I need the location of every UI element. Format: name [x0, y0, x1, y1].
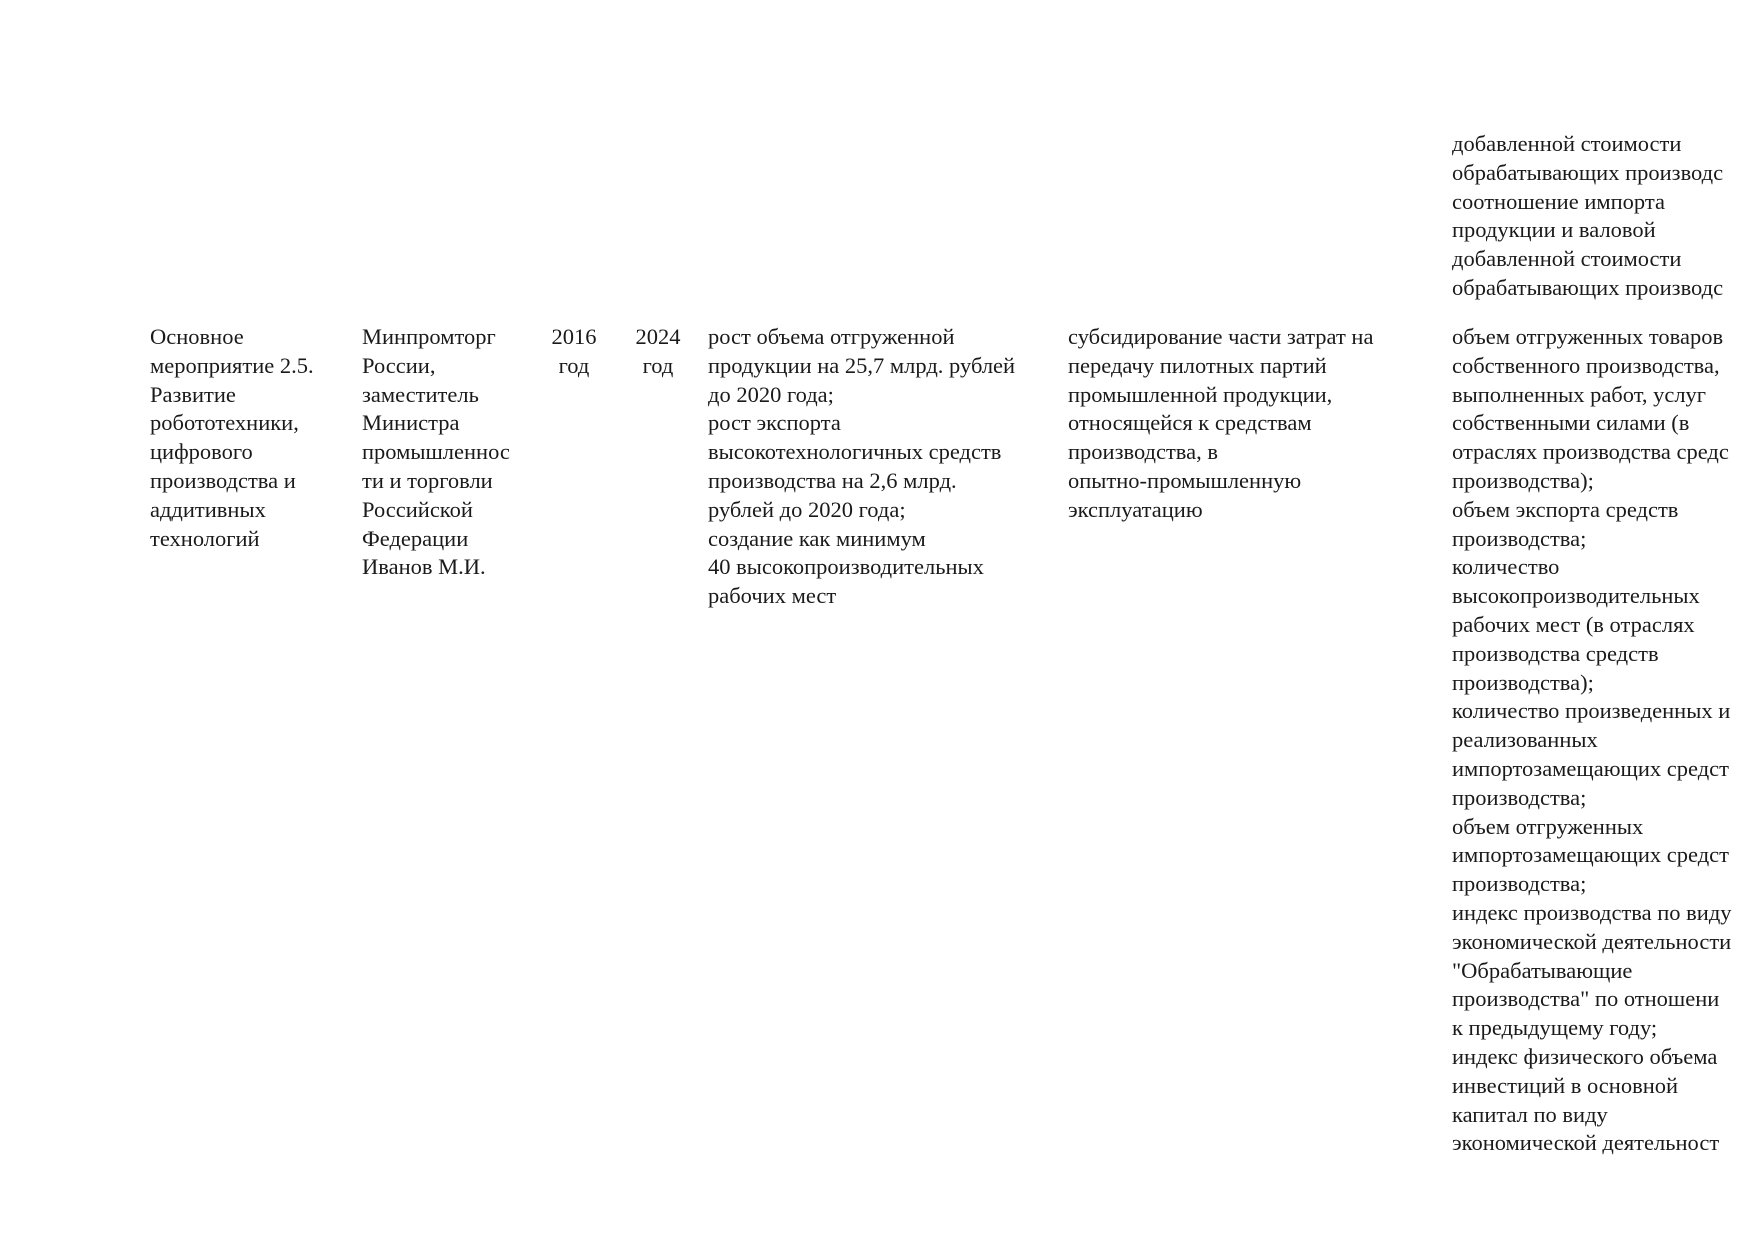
indicators-continuation-top	[1452, 130, 1723, 303]
text-line: 2016	[551, 324, 597, 349]
text-line: Минпромторг	[362, 324, 496, 349]
text-line: индекс физического объема	[1452, 1043, 1718, 1069]
text-line: производства;	[1452, 525, 1587, 551]
text-line: промышленнос	[362, 439, 510, 465]
text-line: мероприятие 2.5.	[150, 352, 314, 378]
text-line: импортозамещающих средст	[1452, 842, 1729, 868]
implementation-measures-cell	[1068, 323, 1373, 525]
responsible-executor-cell	[362, 323, 510, 582]
end-year-cell	[633, 323, 683, 381]
text-line: цифрового	[150, 439, 253, 465]
text-line: рабочих мест (в отраслях	[1452, 611, 1695, 637]
start-year-cell	[549, 323, 599, 381]
text-line: экономической деятельности	[1452, 928, 1732, 954]
text-line: высокопроизводительных	[1452, 583, 1700, 609]
text-line: объем отгруженных товаров	[1452, 324, 1724, 349]
text-line: аддитивных	[150, 496, 266, 522]
text-line: рост экспорта	[708, 410, 841, 436]
text-line: выполненных работ, услуг	[1452, 381, 1707, 407]
text-line: индекс производства по виду	[1452, 899, 1732, 925]
text-line: капитал по виду	[1452, 1101, 1608, 1127]
text-line: реализованных	[1452, 727, 1598, 753]
text-line: Российской	[362, 496, 473, 522]
text-line: Развитие	[150, 381, 236, 407]
expected-result-cell	[708, 323, 1015, 611]
text-line: заместитель	[362, 381, 479, 407]
text-line: производства;	[1452, 871, 1587, 897]
text-line: производства);	[1452, 467, 1594, 493]
text-line: Основное	[150, 324, 244, 349]
text-line: Министра	[362, 410, 460, 436]
text-line: производства на 2,6 млрд.	[708, 467, 957, 493]
text-line: объем экспорта средств	[1452, 496, 1679, 522]
text-line: 40 высокопроизводительных	[708, 554, 984, 580]
text-line: продукции и валовой	[1452, 217, 1656, 243]
text-line: соотношение импорта	[1452, 188, 1665, 214]
text-line: инвестиций в основной	[1452, 1072, 1679, 1098]
text-line: обрабатывающих производс	[1452, 274, 1724, 300]
text-line: производства средств	[1452, 640, 1659, 666]
text-line: ти и торговли	[362, 467, 493, 493]
text-line: технологий	[150, 525, 260, 551]
text-line: производства);	[1452, 669, 1594, 695]
text-line: собственного производства,	[1452, 352, 1720, 378]
text-line: экономической деятельност	[1452, 1130, 1720, 1156]
text-line: опытно-промышленную	[1068, 467, 1302, 493]
text-line: до 2020 года;	[708, 381, 834, 407]
text-line: рабочих мест	[708, 583, 837, 609]
text-line: промышленной продукции,	[1068, 381, 1333, 407]
text-line: производства" по отношени	[1452, 986, 1720, 1012]
text-line: Федерации	[362, 525, 469, 551]
text-line: "Обрабатывающие	[1452, 957, 1633, 983]
text-line: количество	[1452, 554, 1560, 580]
text-line: производства, в	[1068, 439, 1218, 465]
text-line: количество произведенных и	[1452, 698, 1731, 724]
text-line: передачу пилотных партий	[1068, 352, 1327, 378]
text-line: рублей до 2020 года;	[708, 496, 906, 522]
text-line: отраслях производства средс	[1452, 439, 1729, 465]
text-line: робототехники,	[150, 410, 299, 436]
text-line: 2024	[635, 324, 681, 349]
text-line: высокотехнологичных средств	[708, 439, 1002, 465]
text-line: обрабатывающих производс	[1452, 159, 1724, 185]
text-line: собственными силами (в	[1452, 410, 1690, 436]
text-line: России,	[362, 352, 436, 378]
text-line: Иванов М.И.	[362, 554, 486, 580]
text-line: продукции на 25,7 млрд. рублей	[708, 352, 1016, 378]
text-line: производства и	[150, 467, 296, 493]
text-line: импортозамещающих средст	[1452, 755, 1729, 781]
text-line: добавленной стоимости	[1452, 246, 1682, 272]
text-line: год	[642, 352, 674, 378]
text-line: добавленной стоимости	[1452, 131, 1682, 156]
text-line: эксплуатацию	[1068, 496, 1203, 522]
related-indicators-cell	[1452, 323, 1732, 1158]
text-line: объем отгруженных	[1452, 813, 1644, 839]
text-line: к предыдущему году;	[1452, 1015, 1658, 1041]
text-line: создание как минимум	[708, 525, 926, 551]
text-line: субсидирование части затрат на	[1068, 324, 1374, 349]
text-line: производства;	[1452, 784, 1587, 810]
text-line: относящейся к средствам	[1068, 410, 1312, 436]
activity-cell	[150, 323, 314, 553]
text-line: рост объема отгруженной	[708, 324, 955, 349]
text-line: год	[558, 352, 590, 378]
